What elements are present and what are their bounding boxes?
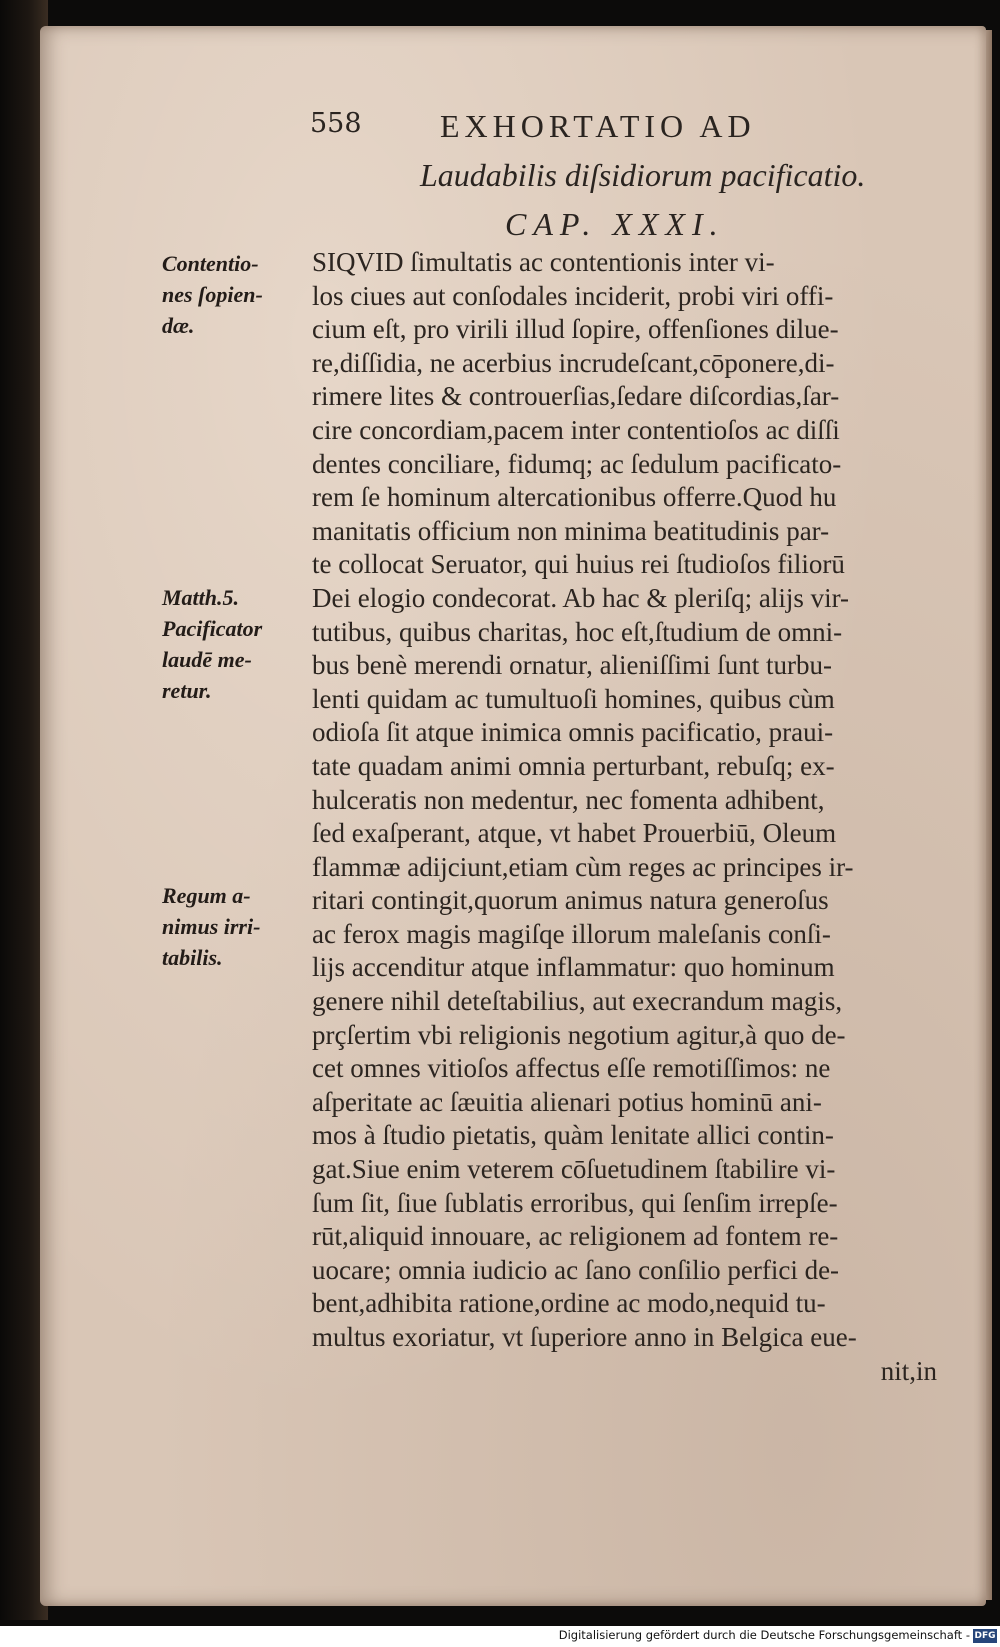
body-line: rem ſe hominum altercationibus offerre.Quod hu [312, 482, 837, 513]
body-line: lijs accenditur atque inflammatur: quo hominum [312, 952, 835, 983]
body-line: prçſertim vbi religionis negotium agitur,à quo de- [312, 1019, 846, 1050]
body-line: rimere lites & controuerſias,ſedare diſcordias,ſar- [312, 381, 840, 412]
margin-note-line: Pacificator [162, 616, 263, 641]
body-line: bus benè merendi ornatur, alieniſſimi ſunt turbu- [312, 650, 833, 681]
body-line: hulceratis non medentur, nec fomenta adhibent, [312, 784, 825, 815]
body-line: cium eſt, pro virili illud ſopire, offenſiones dilue- [312, 314, 839, 345]
margin-note-line: Matth.5. [162, 585, 240, 610]
body-line: tate quadam animi omnia perturbant, rebuſq; ex- [312, 750, 835, 781]
margin-note-regum [162, 880, 312, 973]
margin-note-line: Regum a- [162, 883, 251, 908]
body-line: ac ferox magis magiſqe illorum maleſanis conſi- [312, 918, 831, 949]
body-line: cet omnes vitioſos affectus eſſe remotiſſimos: ne [312, 1053, 831, 1084]
body-line: bent,adhibita ratione,ordine ac modo,nequid tu- [312, 1288, 826, 1319]
page-number: 558 [310, 108, 362, 139]
body-line: gat.Siue enim veterem cōſuetudinem ſtabilire vi- [312, 1154, 836, 1185]
section-title: Laudabilis diſsidiorum pacificatio. [420, 157, 866, 193]
body-line: ſed exaſperant, atque, vt habet Prouerbiū, Oleum [312, 818, 837, 849]
body-line: SIQVID ſimultatis ac contentionis inter vi- [312, 247, 775, 277]
body-line: flammæ adijciunt,etiam cùm reges ac principes ir- [312, 851, 854, 882]
body-line: Dei elogio condecorat. Ab hac & pleriſq; alijs vir- [312, 582, 850, 613]
body-text [312, 246, 977, 1388]
body-line: manitatis officium non minima beatitudinis par- [312, 515, 830, 546]
margin-note-matthew [162, 582, 312, 706]
footer-bar [0, 1626, 1000, 1647]
margin-note-line: Contentio- [162, 251, 259, 276]
body-line: re,diſſidia, ne acerbius incrudeſcant,cōponere,di- [312, 347, 835, 378]
body-line: ritari contingit,quorum animus natura generoſus [312, 885, 829, 916]
digitization-credit: Digitalisierung gefördert durch die Deutsche Forschungsgemeinschaft - [558, 1628, 970, 1642]
body-line: genere nihil deteſtabilius, aut execrandum magis, [312, 986, 843, 1017]
margin-note-line: tabilis. [162, 945, 223, 970]
body-line: lenti quidam ac tumultuoſi homines, quibus cùm [312, 683, 835, 714]
chapter-heading: CAP. XXXI. [505, 206, 725, 242]
body-line: tutibus, quibus charitas, hoc eſt,ſtudium de omni- [312, 616, 843, 647]
dfg-logo-icon: DFG [974, 1631, 996, 1641]
margin-note-line: dæ. [162, 313, 195, 338]
body-line: rūt,aliquid innouare, ac religionem ad fontem re- [312, 1221, 839, 1252]
body-line: ſum ſit, ſiue ſublatis erroribus, qui ſenſim irrepſe- [312, 1187, 838, 1218]
margin-note-line: laudē me- [162, 647, 252, 672]
body-line: odioſa ſit atque inimica omnis pacificatio, praui- [312, 717, 834, 748]
body-line: te collocat Seruator, qui huius rei ſtudioſos filiorū [312, 549, 845, 580]
margin-note-line: retur. [162, 678, 212, 703]
margin-note-contentiones [162, 248, 312, 341]
body-line: mos à ſtudio pietatis, quàm lenitate allici contin- [312, 1120, 834, 1151]
running-title: EXHORTATIO AD [440, 108, 756, 144]
margin-note-line: nimus irri- [162, 914, 261, 939]
catchword: nit,in [880, 1355, 937, 1386]
body-line: aſperitate ac ſæuitia alienari potius hominū ani- [312, 1086, 822, 1117]
body-line: uocare; omnia iudicio ac ſano conſilio perfici de- [312, 1254, 840, 1285]
margin-note-line: nes ſopien- [162, 282, 263, 307]
body-line: los ciues aut conſodales inciderit, probi viri offi- [312, 280, 834, 311]
body-line: multus exoriatur, vt ſuperiore anno in Belgica eue- [312, 1322, 857, 1352]
running-head [310, 108, 810, 148]
body-line: dentes conciliare, fidumq; ac ſedulum pacificato- [312, 448, 842, 479]
body-line: cire concordiam,pacem inter contentioſos ac diſſi [312, 414, 840, 445]
